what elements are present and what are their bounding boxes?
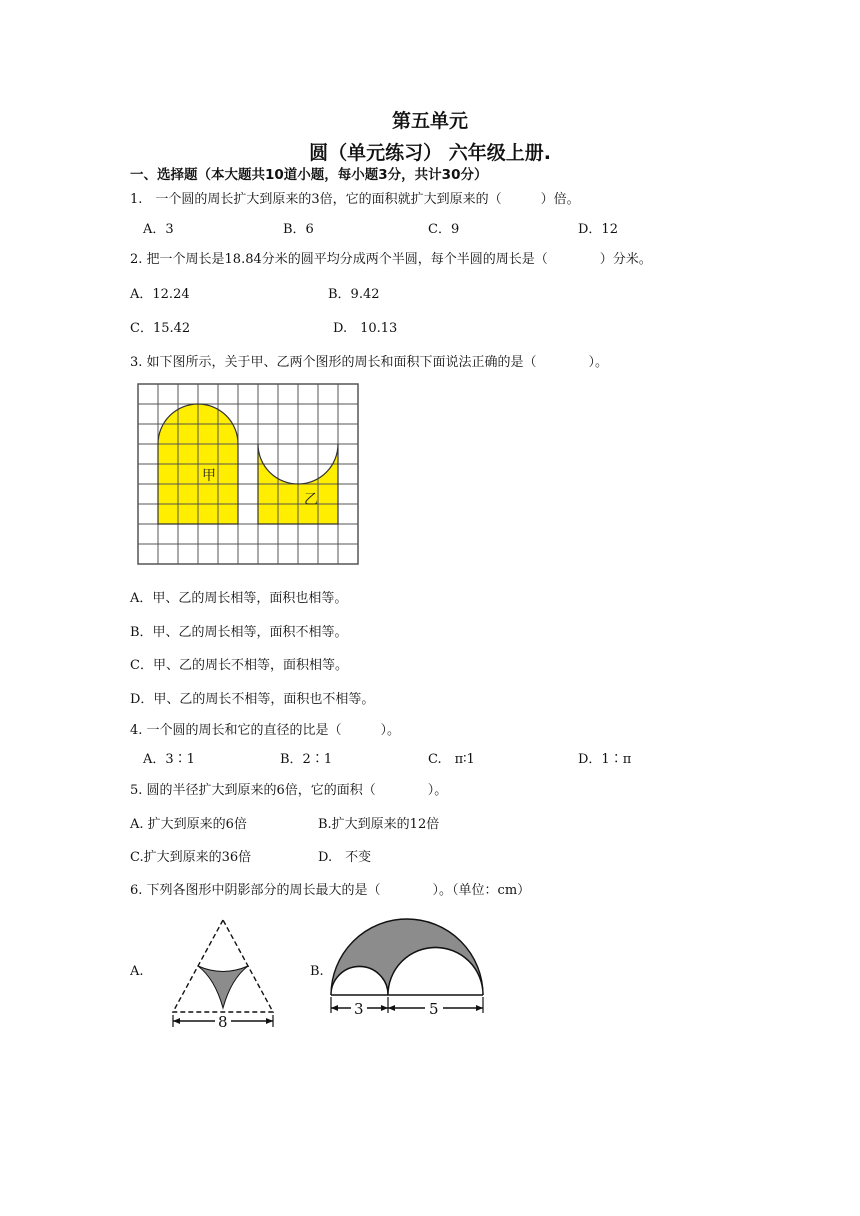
q6-option-b-label: B. xyxy=(310,964,324,979)
q2-option-b: B．9.42 xyxy=(328,287,380,302)
unit-title: 第五单元 xyxy=(391,110,468,132)
q5-option-c: C.扩大到原来的36倍 xyxy=(130,850,252,865)
q2-option-c: C．15.42 xyxy=(130,321,191,336)
fig-b-dimension-left: 3 xyxy=(354,1000,364,1018)
q3-option-d: D．甲、乙的周长不相等，面积也不相等。 xyxy=(130,692,375,707)
page-title: 圆（单元练习） 六年级上册. xyxy=(309,142,551,164)
q1-option-b: B．6 xyxy=(283,222,314,237)
label-jia: 甲 xyxy=(202,468,216,484)
q4-option-c: C. π∶1 xyxy=(428,752,475,767)
question-6-text: 6. 下列各图形中阴影部分的周长最大的是（ ）。（单位：cm） xyxy=(130,883,531,898)
q4-option-a: A．3∶1 xyxy=(143,752,195,767)
q6-option-a-label: A. xyxy=(130,964,144,979)
question-4-text: 4. 一个圆的周长和它的直径的比是（ ）。 xyxy=(130,723,401,738)
q4-option-d: D．1∶π xyxy=(578,752,632,767)
q3-option-b: B．甲、乙的周长相等，面积不相等。 xyxy=(130,625,348,640)
question-5-text: 5. 圆的半径扩大到原来的6倍，它的面积（ ）。 xyxy=(130,783,448,798)
q1-option-a: A．3 xyxy=(143,222,174,237)
q5-option-d: D. 不变 xyxy=(318,850,372,865)
q3-option-a: A．甲、乙的周长相等，面积也相等。 xyxy=(130,591,348,606)
fig-b-dimension-right: 5 xyxy=(429,1000,439,1018)
q3-grid-figure xyxy=(138,384,368,574)
q3-option-c: C．甲、乙的周长不相等，面积相等。 xyxy=(130,658,348,673)
shaded-region-a xyxy=(198,966,248,1008)
question-1-text: 1. 一个圆的周长扩大到原来的3倍，它的面积就扩大到原来的（ ）倍。 xyxy=(130,192,580,207)
q2-option-a: A．12.24 xyxy=(130,287,190,302)
q1-option-c: C．9 xyxy=(428,222,460,237)
q2-option-d: D. 10.13 xyxy=(333,321,398,336)
fig-a-dimension: 8 xyxy=(218,1013,228,1031)
q4-option-b: B．2∶1 xyxy=(280,752,333,767)
q1-option-d: D．12 xyxy=(578,222,618,237)
question-2-text: 2. 把一个周长是18.84分米的圆平均分成两个半圆，每个半圆的周长是（ ）分米。 xyxy=(130,252,652,267)
q5-option-a: A. 扩大到原来的6倍 xyxy=(130,817,247,832)
q6-figure-b xyxy=(325,913,490,1018)
q6-figure-a xyxy=(165,915,285,1030)
section-heading: 一、选择题（本大题共10道小题，每小题3分，共计30分） xyxy=(130,167,488,183)
q5-option-b: B.扩大到原来的12倍 xyxy=(318,817,440,832)
label-yi: 乙 xyxy=(304,492,318,508)
question-3-text: 3. 如下图所示，关于甲、乙两个图形的周长和面积下面说法正确的是（ ）。 xyxy=(130,355,609,370)
